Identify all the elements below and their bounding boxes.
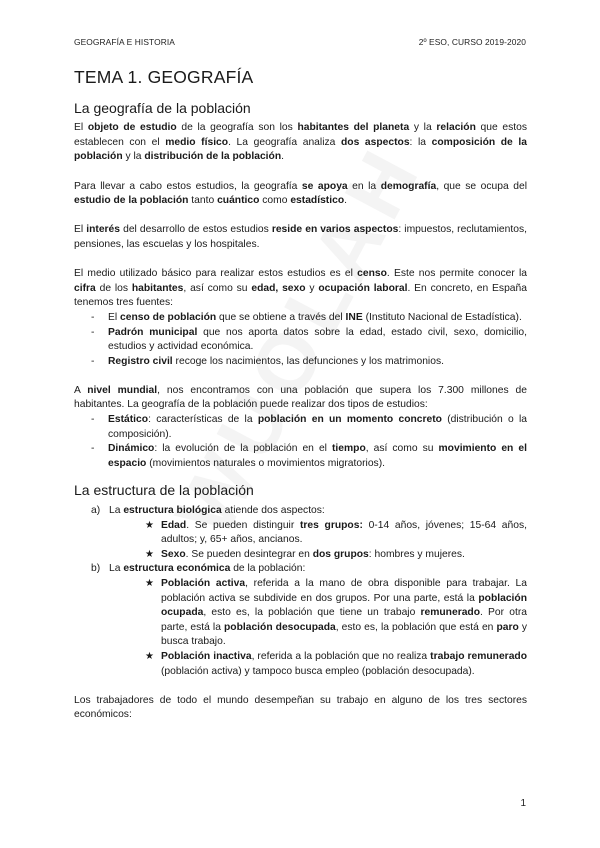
star-icon: ★ [145, 519, 154, 531]
section-heading-geografia-poblacion: La geografía de la población [74, 99, 251, 116]
studies-list [74, 413, 527, 471]
list-item-poblacion-inactiva: ★ Población inactiva, referida a la población que no realiza trabajo remunerado (población activa) y tampoco busca empleo (población desocupada). [145, 650, 527, 677]
page-content [74, 67, 528, 723]
star-icon: ★ [145, 548, 154, 560]
list-item-estructura-economica: b) La estructura económica de la población: ★ Población activa, referida a la mano de obra disponible para trabajar. La población activa se subdivide en dos grupos. Por una parte, está la población ocupada, esto es, la población que tiene un trabajo remunerado. Por otra parte, está la población desocupada, esto es, la población que está en paro y busca trabajo. ★ Población inactiva, referida a la población que no realiza trabajo remunerado (población activa) y tampoco busca empleo (población desocupada). [91, 562, 527, 679]
list-marker: b) [91, 563, 101, 575]
list-item-estructura-biologica: a) La estructura biológica atiende dos aspectos: ★ Edad. Se pueden distinguir tres grupos: 0-14 años, jóvenes; 15-64 años, adultos; y, 65+ años, ancianos. ★ Sexo. Se pueden desintegrar en dos grupos: hombres y mujeres. [91, 504, 527, 562]
list-item-censo-poblacion: - El censo de población que se obtiene a través del INE (Instituto Nacional de Estadística). [91, 311, 527, 326]
list-item-sexo: ★ Sexo. Se pueden desintegrar en dos grupos: hombres y mujeres. [145, 548, 527, 563]
header-course: 2º ESO, CURSO 2019-2020 [418, 37, 526, 47]
star-icon: ★ [145, 650, 154, 662]
list-marker: a) [91, 505, 101, 517]
paragraph-interes: El interés del desarrollo de estos estudios reside en varios aspectos: impuestos, reclutamientos, pensiones, las escuelas y los hospitales. [74, 224, 527, 250]
list-item-dinamico: - Dinámico: la evolución de la población en el tiempo, así como su movimiento en el espacio (movimientos naturales o movimientos migratorios). [91, 442, 527, 471]
list-item-poblacion-activa: ★ Población activa, referida a la mano de obra disponible para trabajar. La población activa se subdivide en dos grupos. Por una parte, está la población ocupada, esto es, la población que tiene un trabajo remunerado. Por otra parte, está la población desocupada, esto es, la población que está en paro y busca trabajo. [145, 578, 528, 648]
page-title: TEMA 1. GEOGRAFÍA [74, 67, 254, 87]
paragraph-nivel-mundial: A nivel mundial, nos encontramos con una población que supera los 7.300 millones de habitantes. La geografía de la población puede realizar dos tipos de estudios: [74, 384, 527, 411]
star-icon: ★ [145, 578, 154, 589]
structure-list [74, 504, 527, 679]
page-number: 1 [520, 798, 526, 809]
list-item-edad: ★ Edad. Se pueden distinguir tres grupos: 0-14 años, jóvenes; 15-64 años, adultos; y, 65+ años, ancianos. [145, 519, 527, 546]
list-item-registro-civil: - Registro civil recoge los nacimientos, las defunciones y los matrimonios. [91, 355, 527, 370]
header-subject: GEOGRAFÍA E HISTORIA [74, 37, 175, 47]
paragraph-censo: El medio utilizado básico para realizar estos estudios es el censo. Este nos permite conocer la cifra de los habitantes, así como su edad, sexo y ocupación laboral. En concreto, en España tenemos tres fuentes: [74, 268, 527, 309]
paragraph-sectores: Los trabajadores de todo el mundo desempeñan su trabajo en alguno de los tres sectores económicos: [74, 694, 527, 721]
sources-list [74, 311, 527, 369]
section-heading-estructura-poblacion: La estructura de la población [74, 482, 254, 499]
biological-aspects-list [109, 519, 527, 563]
list-item-padron-municipal: - Padrón municipal que nos aporta datos sobre la edad, estado civil, sexo, domicilio, estudios y actividad económica. [91, 326, 527, 355]
economic-aspects-list [109, 577, 527, 679]
paragraph-demografia: Para llevar a cabo estos estudios, la geografía se apoya en la demografía, que se ocupa del estudio de la población tanto cuántico como estadístico. [74, 180, 527, 207]
list-item-estatico: - Estático: características de la población en un momento concreto (distribución o la composición). [91, 413, 527, 442]
paragraph-objeto-estudio: El objeto de estudio de la geografía son los habitantes del planeta y la relación que estos establecen con el medio físico. La geografía analiza dos aspectos: la composición de la población y la distribución de la población. [74, 122, 527, 163]
